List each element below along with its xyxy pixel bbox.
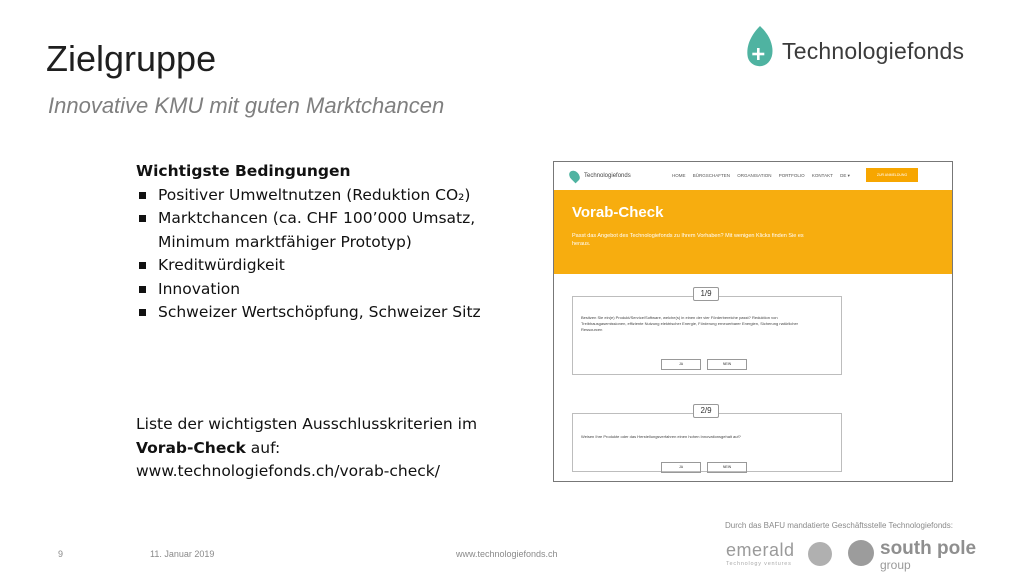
- list-item: Schweizer Wertschöpfung, Schweizer Sitz: [136, 301, 536, 325]
- website-leaf-icon: [567, 169, 582, 184]
- yes-button[interactable]: JA: [661, 359, 701, 370]
- conditions-list: [136, 184, 536, 325]
- website-hero: [554, 190, 952, 274]
- website-nav: [554, 162, 952, 190]
- list-item: Innovation: [136, 278, 536, 302]
- conditions-heading: Wichtigste Bedingungen: [136, 162, 351, 180]
- language-select[interactable]: DE ▾: [840, 173, 850, 178]
- page-number: 9: [58, 549, 64, 559]
- south-pole-name: south pole: [880, 538, 977, 559]
- nav-item-buergschaften[interactable]: BÜRGSCHAFTEN: [692, 173, 731, 178]
- south-pole-logo: [848, 538, 978, 572]
- website-nav-items: [672, 173, 856, 179]
- answer-buttons: [661, 455, 753, 473]
- anmeldung-button[interactable]: ZUR ANMELDUNG: [866, 168, 918, 182]
- list-item: Positiver Umweltnutzen (Reduktion CO₂): [136, 184, 536, 208]
- step-indicator: 2/9: [693, 404, 719, 418]
- emerald-subtitle: Technology ventures: [726, 561, 792, 567]
- emerald-name: emerald: [726, 540, 795, 560]
- nav-item-portfolio[interactable]: PORTFOLIO: [778, 173, 805, 178]
- yes-button[interactable]: JA: [661, 462, 701, 473]
- nav-item-home[interactable]: HOME: [672, 173, 686, 178]
- no-button[interactable]: NEIN: [707, 462, 747, 473]
- vorab-check-emphasis: Vorab-Check: [136, 438, 246, 457]
- question-card: [572, 406, 842, 472]
- emerald-mark-icon: [808, 542, 832, 566]
- south-pole-mark-icon: [848, 540, 874, 566]
- footer-date: 11. Januar 2019: [150, 549, 215, 559]
- technologiefonds-logo: [744, 24, 984, 72]
- exclusion-text: Liste der wichtigsten Ausschlusskriterien im: [136, 415, 478, 433]
- vorab-check-link[interactable]: www.technologiefonds.ch/vorab-check/: [136, 462, 441, 480]
- website-screenshot: [553, 161, 953, 482]
- footer-url: www.technologiefonds.ch: [456, 549, 558, 559]
- conditions-block: [136, 160, 536, 325]
- question-text: Weisen Ihre Produkte oder das Herstellungsverfahren einen hohen Innovationsgehalt auf?: [581, 434, 741, 439]
- leaf-plus-icon: [744, 24, 776, 68]
- logo-text: Technologiefonds: [782, 38, 965, 64]
- slide-subtitle: Innovative KMU mit guten Marktchancen: [48, 93, 445, 118]
- hero-description: Passt das Angebot des Technologiefonds zu Ihrem Vorhaben? Mit wenigen Klicks finden Sie es heraus.: [572, 233, 804, 247]
- south-pole-subtitle: group: [880, 558, 911, 572]
- website-brand: Technologiefonds: [584, 173, 631, 179]
- step-indicator: 1/9: [693, 287, 719, 301]
- list-item: Marktchancen (ca. CHF 100’000 Umsatz, Minimum marktfähiger Prototyp): [136, 207, 536, 254]
- question-text: Besitzen Sie ein(e) Produkt/Service/Software, welche(s) in einen der vier Förderbereiche passt? Reduktion von Treibhausgasemissionen, effiziente Nutzung elektrischer Energie, Förderung erneuerbarer Energien, Sicherung natürlicher Ressourcen: [581, 315, 799, 332]
- nav-item-kontakt[interactable]: KONTAKT: [811, 173, 833, 178]
- slide-title: Zielgruppe: [46, 38, 217, 79]
- list-item: Kreditwürdigkeit: [136, 254, 536, 278]
- mandate-note: Durch das BAFU mandatierte Geschäftsstelle Technologiefonds:: [725, 521, 953, 530]
- nav-item-organisation[interactable]: ORGANISATION: [737, 173, 772, 178]
- no-button[interactable]: NEIN: [707, 359, 747, 370]
- hero-title: Vorab-Check: [572, 204, 664, 221]
- answer-buttons: [661, 352, 753, 370]
- question-card: [572, 289, 842, 375]
- exclusion-text-end: auf:: [245, 438, 281, 457]
- emerald-logo: [726, 540, 836, 572]
- exclusion-note: [136, 413, 536, 484]
